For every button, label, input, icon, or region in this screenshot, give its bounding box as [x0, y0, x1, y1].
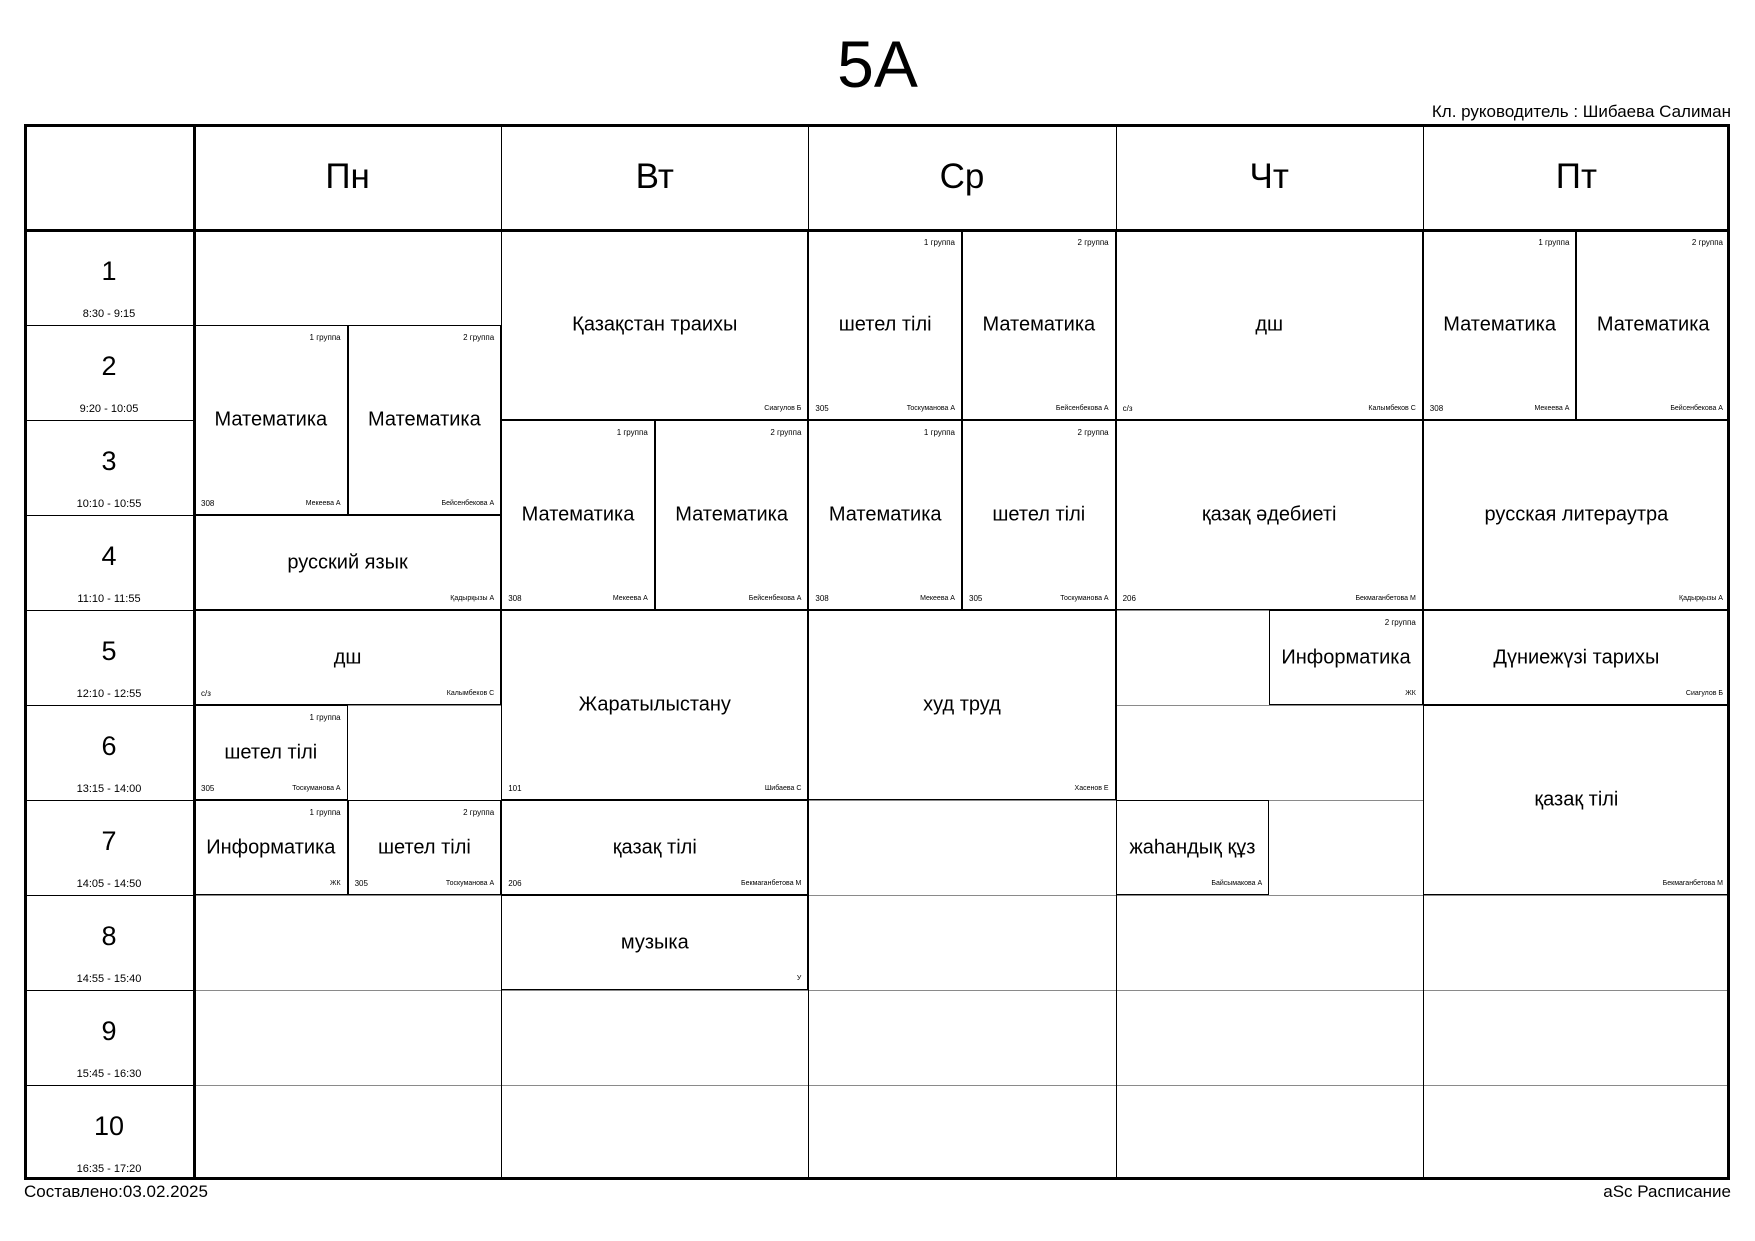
lesson-subject: дш: [1255, 313, 1284, 336]
period-number: 7: [101, 826, 117, 856]
lesson-subject: қазақ әдебиеті: [1201, 503, 1337, 526]
lesson-teacher: Бейсенбекова А: [1670, 405, 1723, 412]
timetable-grid: [24, 124, 1730, 1180]
period-number: 1: [101, 256, 117, 286]
lesson-group: 2 группа: [1077, 238, 1109, 247]
lesson-teacher: Хасенов Е: [1074, 785, 1109, 792]
lesson-subject: қазақ тілі: [612, 836, 697, 858]
lesson-subject: қазақ тілі: [1534, 788, 1619, 811]
lesson-cell[interactable]: [194, 705, 348, 800]
period-cell: [24, 705, 194, 800]
lesson-cell[interactable]: [348, 325, 502, 515]
lesson-teacher: Сиагулов Б: [1685, 690, 1723, 697]
day-column-divider: [808, 124, 809, 1180]
period-number: 5: [101, 636, 117, 666]
period-cell: [24, 800, 194, 895]
lesson-teacher: Тоскуманова А: [445, 880, 495, 887]
lesson-teacher: Тоскуманова А: [906, 405, 955, 412]
lesson-room: 305: [969, 594, 983, 603]
lesson-subject: Математика: [1596, 313, 1710, 336]
lesson-cell[interactable]: [808, 610, 1115, 800]
lesson-cell[interactable]: [962, 420, 1116, 610]
lesson-room: с/з: [1122, 404, 1133, 413]
lesson-cell[interactable]: [1423, 610, 1730, 705]
lesson-room: 308: [815, 594, 829, 603]
lesson-room: 308: [1429, 404, 1444, 413]
lesson-subject: русская литераутра: [1484, 503, 1669, 526]
lesson-cell[interactable]: [1116, 420, 1423, 610]
grid-row-line: [501, 990, 808, 991]
lesson-subject: Математика: [1443, 313, 1556, 336]
day-column-divider: [1423, 124, 1424, 1180]
lesson-subject: Математика: [521, 503, 635, 526]
grid-row-line: [1423, 895, 1730, 896]
period-number: 4: [101, 541, 117, 571]
lesson-cell[interactable]: [194, 325, 348, 515]
lesson-cell[interactable]: [1116, 230, 1423, 420]
lesson-cell[interactable]: [808, 230, 962, 420]
lesson-cell[interactable]: [501, 610, 808, 800]
lesson-teacher: Тоскуманова А: [292, 785, 341, 792]
lesson-subject: музыка: [620, 931, 689, 953]
lesson-room: 305: [354, 879, 368, 888]
lesson-cell[interactable]: [194, 610, 501, 705]
lesson-teacher: Тоскуманова А: [1060, 595, 1109, 602]
lesson-teacher: Калымбеков С: [446, 690, 495, 697]
lesson-subject: шетел тілі: [992, 503, 1086, 526]
lesson-subject: русский язык: [287, 551, 408, 573]
grid-row-line: [194, 990, 501, 991]
grid-row-line: [808, 895, 1115, 896]
period-time: 13:15 - 14:00: [76, 783, 142, 795]
period-time: 8:30 - 9:15: [82, 308, 136, 320]
grid-row-line: [1423, 1085, 1730, 1086]
lesson-teacher: Сиагулов Б: [764, 405, 802, 412]
lesson-teacher: У: [796, 975, 802, 982]
lesson-teacher: Калымбеков С: [1368, 405, 1416, 412]
lesson-subject: Математика: [828, 503, 942, 526]
lesson-cell[interactable]: [501, 230, 808, 420]
lesson-teacher: Қадырқызы А: [450, 595, 495, 602]
grid-row-line: [1116, 1085, 1423, 1086]
period-cell: [24, 325, 194, 420]
lesson-teacher: Бекмаганбетова М: [741, 880, 802, 887]
period-time: 12:10 - 12:55: [76, 688, 142, 700]
period-time: 14:05 - 14:50: [76, 878, 142, 890]
lesson-teacher: Шибаева С: [764, 785, 802, 792]
lesson-room: с/з: [201, 689, 211, 698]
lesson-cell[interactable]: [1423, 705, 1730, 895]
lesson-room: 305: [815, 404, 829, 413]
period-cell: [24, 515, 194, 610]
period-number: 10: [93, 1111, 125, 1141]
period-column-divider: [193, 124, 196, 1180]
lesson-group: 1 группа: [309, 808, 341, 817]
lesson-teacher: Мекеева А: [920, 595, 955, 602]
grid-row-line: [1116, 895, 1423, 896]
period-number: 8: [101, 921, 117, 951]
lesson-group: 1 группа: [309, 713, 341, 722]
lesson-cell[interactable]: [1116, 800, 1270, 895]
page-title: 5А: [837, 27, 918, 101]
lesson-cell[interactable]: [501, 420, 655, 610]
period-time: 14:55 - 15:40: [76, 973, 142, 985]
grid-row-line: [808, 800, 1115, 801]
lesson-teacher: Бейсенбекова А: [1055, 405, 1109, 412]
lesson-subject: шетел тілі: [377, 836, 471, 858]
day-header: Чт: [1249, 157, 1289, 196]
period-cell: [24, 420, 194, 515]
period-cell: [24, 230, 194, 325]
day-header: Пт: [1555, 157, 1597, 196]
lesson-room: 308: [201, 499, 215, 508]
lesson-group: 2 группа: [1384, 618, 1416, 627]
lesson-cell[interactable]: [1423, 230, 1577, 420]
lesson-subject: Информатика: [1281, 646, 1411, 668]
lesson-cell[interactable]: [962, 230, 1116, 420]
lesson-teacher: Байсымакова А: [1211, 880, 1263, 887]
lesson-room: 206: [508, 879, 522, 888]
period-number: 9: [101, 1016, 117, 1046]
lesson-group: 1 группа: [923, 238, 955, 247]
lesson-teacher: Бекмаганбетова М: [1355, 595, 1416, 602]
lesson-group: 2 группа: [770, 428, 802, 437]
lesson-group: 1 группа: [923, 428, 955, 437]
grid-row-line: [1423, 990, 1730, 991]
class-teacher: Кл. руководитель : Шибаева Салиман: [1431, 102, 1731, 121]
lesson-group: 2 группа: [1691, 238, 1723, 247]
grid-row-line: [808, 1085, 1115, 1086]
lesson-teacher: Қадырқызы А: [1679, 595, 1723, 602]
lesson-cell[interactable]: [194, 800, 348, 895]
lesson-cell[interactable]: [1269, 610, 1423, 705]
period-time: 9:20 - 10:05: [79, 403, 139, 415]
lesson-teacher: ЖК: [1405, 690, 1416, 697]
lesson-cell[interactable]: [501, 800, 808, 895]
lesson-cell[interactable]: [348, 800, 502, 895]
grid-row-line: [808, 990, 1115, 991]
lesson-subject: Дүниежүзі тарихы: [1493, 646, 1660, 668]
lesson-group: 1 группа: [616, 428, 648, 437]
period-time: 10:10 - 10:55: [76, 498, 142, 510]
grid-row-line: [194, 895, 501, 896]
lesson-room: 101: [508, 784, 522, 793]
day-column-divider: [1116, 124, 1117, 1180]
header-divider: [24, 229, 1730, 232]
lesson-teacher: Мекеева А: [305, 500, 341, 507]
grid-row-line: [501, 1085, 808, 1086]
day-header: Пн: [325, 157, 370, 196]
lesson-subject: шетел тілі: [838, 313, 932, 336]
period-cell: [24, 990, 194, 1085]
lesson-subject: шетел тілі: [224, 741, 318, 763]
lesson-subject: Информатика: [206, 836, 336, 858]
lesson-subject: худ труд: [923, 693, 1001, 716]
lesson-cell[interactable]: [655, 420, 809, 610]
lesson-group: 1 группа: [1538, 238, 1570, 247]
lesson-subject: Математика: [214, 408, 328, 431]
period-cell: [24, 610, 194, 705]
lesson-group: 2 группа: [463, 808, 495, 817]
lesson-subject: Жаратылыстану: [578, 693, 731, 716]
lesson-cell[interactable]: [1423, 420, 1730, 610]
lesson-teacher: Бейсенбекова А: [748, 595, 802, 602]
lesson-subject: дш: [333, 646, 362, 668]
app-name: aSc Расписание: [1603, 1182, 1731, 1201]
lesson-teacher: Мекеева А: [612, 595, 648, 602]
period-cell: [24, 1085, 194, 1180]
period-cell: [24, 895, 194, 990]
lesson-subject: Математика: [982, 313, 1096, 336]
lesson-room: 308: [508, 594, 522, 603]
lesson-teacher: Бейсенбекова А: [441, 500, 495, 507]
day-header: Ср: [939, 157, 985, 196]
period-time: 15:45 - 16:30: [76, 1068, 142, 1080]
lesson-group: 2 группа: [1077, 428, 1109, 437]
lesson-subject: Математика: [675, 503, 788, 526]
grid-row-line: [1116, 990, 1423, 991]
lesson-cell[interactable]: [194, 515, 501, 610]
period-number: 3: [101, 446, 117, 476]
lesson-cell[interactable]: [808, 420, 962, 610]
lesson-subject: Қазақстан траихы: [572, 313, 738, 336]
compiled-date: Составлено:03.02.2025: [24, 1182, 208, 1201]
lesson-subject: жаһандық құз: [1129, 836, 1256, 858]
period-time: 11:10 - 11:55: [77, 593, 141, 605]
lesson-teacher: Бекмаганбетова М: [1662, 880, 1723, 887]
grid-row-line: [1116, 705, 1423, 706]
lesson-room: 305: [201, 784, 215, 793]
period-number: 6: [101, 731, 117, 761]
lesson-group: 1 группа: [309, 333, 341, 342]
day-column-divider: [501, 124, 502, 1180]
lesson-teacher: Мекеева А: [1534, 405, 1570, 412]
period-time: 16:35 - 17:20: [76, 1163, 142, 1175]
lesson-cell[interactable]: [501, 895, 808, 990]
lesson-subject: Математика: [368, 408, 481, 431]
lesson-room: 206: [1122, 594, 1136, 603]
lesson-teacher: ЖК: [330, 880, 341, 887]
day-header: Вт: [635, 157, 674, 196]
grid-row-line: [194, 1085, 501, 1086]
lesson-cell[interactable]: [1576, 230, 1730, 420]
period-number: 2: [101, 351, 117, 381]
lesson-group: 2 группа: [463, 333, 495, 342]
